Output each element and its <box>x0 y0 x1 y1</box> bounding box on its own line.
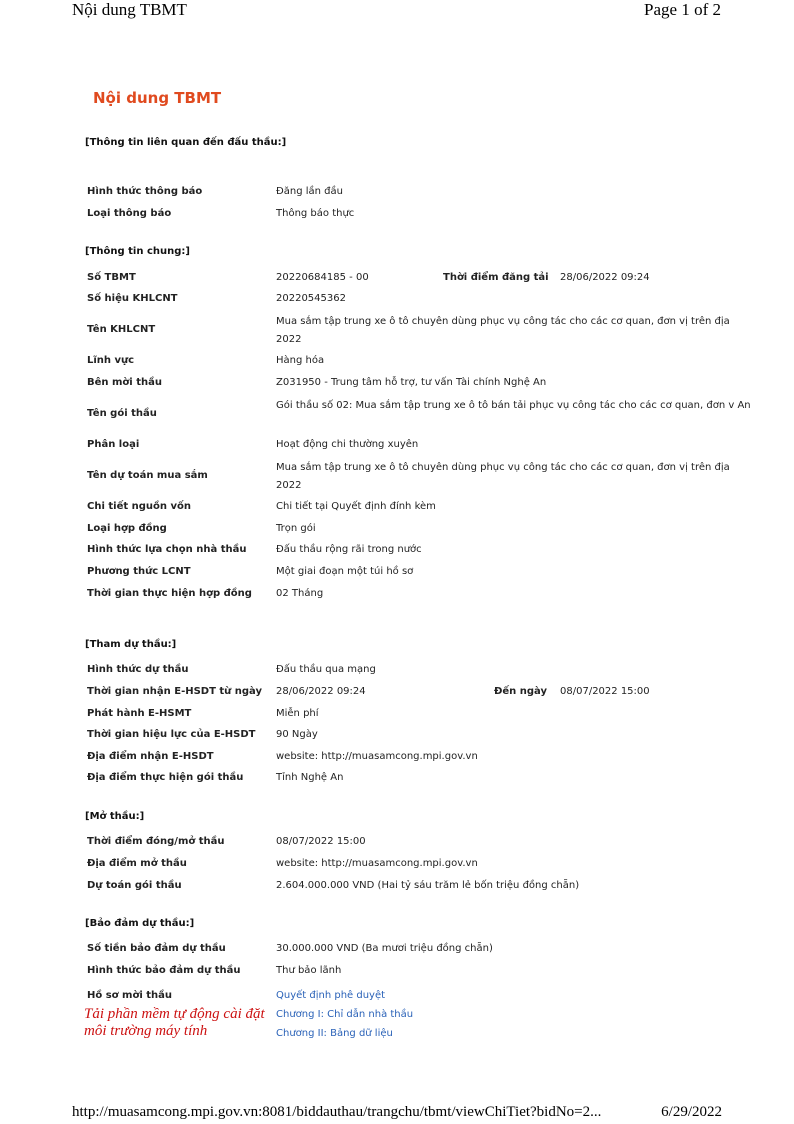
value-ben-moi-thau: Z031950 - Trung tâm hỗ trợ, tư vấn Tài chính Nghệ An <box>276 377 547 388</box>
value-hinh-thuc-lua-chon: Đấu thầu rộng rãi trong nước <box>276 544 422 555</box>
value-den-ngay: 08/07/2022 15:00 <box>560 686 650 697</box>
value-phuong-thuc-lcnt: Một giai đoạn một túi hồ sơ <box>276 566 414 577</box>
value-hinh-thuc-bao-dam: Thư bảo lãnh <box>276 965 342 976</box>
value-so-tien-bao-dam: 30.000.000 VND (Ba mươi triệu đồng chẵn) <box>276 943 493 954</box>
label-so-hieu-khlcnt: Số hiệu KHLCNT <box>87 293 178 304</box>
value-du-toan-goi-thau: 2.604.000.000 VND (Hai tỷ sáu trăm lẻ bốn triệu đồng chẵn) <box>276 880 580 891</box>
label-ten-du-toan: Tên dự toán mua sắm <box>87 470 208 481</box>
label-hieu-luc: Thời gian hiệu lực của E-HSDT <box>87 729 256 740</box>
label-linh-vuc: Lĩnh vực <box>87 355 135 366</box>
value-loai-hop-dong: Trọn gói <box>276 523 316 534</box>
value-nhan-ehsdt-tu: 28/06/2022 09:24 <box>276 686 366 697</box>
value-thoi-gian-thuc-hien: 02 Tháng <box>276 588 324 599</box>
section-title-bidding: [Tham dự thầu:] <box>85 639 177 650</box>
section-title-guarantee: [Bảo đảm dự thầu:] <box>85 918 195 929</box>
section-title-opening: [Mở thầu:] <box>85 811 145 822</box>
value-notice-form: Đăng lần đầu <box>276 186 343 197</box>
label-thoi-gian-thuc-hien: Thời gian thực hiện hợp đồng <box>87 588 252 599</box>
label-ten-goi-thau: Tên gói thầu <box>87 408 157 419</box>
value-hieu-luc: 90 Ngày <box>276 729 318 740</box>
label-so-tbmt: Số TBMT <box>87 272 136 283</box>
value-dia-diem-mo: website: http://muasamcong.mpi.gov.vn <box>276 858 478 869</box>
label-dia-diem-mo: Địa điểm mở thầu <box>87 858 187 869</box>
value-posting-time: 28/06/2022 09:24 <box>560 272 650 283</box>
label-loai-hop-dong: Loại hợp đồng <box>87 523 167 534</box>
label-phuong-thuc-lcnt: Phương thức LCNT <box>87 566 191 577</box>
section-title-related-info: [Thông tin liên quan đến đấu thầu:] <box>85 137 287 148</box>
label-ben-moi-thau: Bên mời thầu <box>87 377 162 388</box>
value-so-tbmt: 20220684185 - 00 <box>276 272 369 283</box>
label-phat-hanh: Phát hành E-HSMT <box>87 708 192 719</box>
value-hinh-thuc-du-thau: Đấu thầu qua mạng <box>276 664 376 675</box>
label-notice-form: Hình thức thông báo <box>87 186 203 197</box>
section-title-general-info: [Thông tin chung:] <box>85 246 190 257</box>
value-ten-khlcnt: Mua sắm tập trung xe ô tô chuyên dùng phục vụ công tác cho các cơ quan, đơn vị trên địa 2022 <box>276 316 730 345</box>
label-den-ngay: Đến ngày <box>494 686 547 697</box>
value-thoi-diem-dong-mo: 08/07/2022 15:00 <box>276 836 366 847</box>
page-title: Nội dung TBMT <box>93 89 222 107</box>
label-posting-time: Thời điểm đăng tải <box>443 272 549 283</box>
header-page-number: Page 1 of 2 <box>644 0 721 19</box>
label-hinh-thuc-lua-chon: Hình thức lựa chọn nhà thầu <box>87 544 247 555</box>
link-quyet-dinh-phe-duyet[interactable]: Quyết định phê duyệt <box>276 990 386 1001</box>
page-footer <box>72 1104 722 1124</box>
value-phan-loai: Hoạt động chi thường xuyên <box>276 439 419 450</box>
value-ten-du-toan: Mua sắm tập trung xe ô tô chuyên dùng phục vụ công tác cho các cơ quan, đơn vị trên địa 2022 <box>276 462 730 491</box>
label-ten-khlcnt: Tên KHLCNT <box>87 324 156 335</box>
link-chuong-1[interactable]: Chương I: Chỉ dẫn nhà thầu <box>276 1009 414 1020</box>
value-phat-hanh: Miễn phí <box>276 708 319 719</box>
promo-download-software[interactable]: Tải phần mềm tự động cài đặt môi trường máy tính <box>84 1006 265 1039</box>
value-notice-type: Thông báo thực <box>276 208 355 219</box>
header-title: Nội dung TBMT <box>72 0 187 19</box>
value-dia-diem-nhan: website: http://muasamcong.mpi.gov.vn <box>276 751 478 762</box>
label-so-tien-bao-dam: Số tiền bảo đảm dự thầu <box>87 943 226 954</box>
page-header <box>0 0 794 24</box>
label-chi-tiet-nguon-von: Chi tiết nguồn vốn <box>87 501 191 512</box>
label-hinh-thuc-du-thau: Hình thức dự thầu <box>87 664 189 675</box>
label-thoi-diem-dong-mo: Thời điểm đóng/mở thầu <box>87 836 225 847</box>
value-ten-goi-thau: Gói thầu số 02: Mua sắm tập trung xe ô tô bán tải phục vụ công tác cho các cơ quan, đơn v An <box>276 400 751 411</box>
label-phan-loai: Phân loại <box>87 439 140 450</box>
label-ho-so-moi-thau: Hồ sơ mời thầu <box>87 990 172 1001</box>
footer-url: http://muasamcong.mpi.gov.vn:8081/biddauthau/trangchu/tbmt/viewChiTiet?bidNo=2... <box>72 1104 602 1120</box>
label-notice-type: Loại thông báo <box>87 208 172 219</box>
label-hinh-thuc-bao-dam: Hình thức bảo đảm dự thầu <box>87 965 241 976</box>
label-nhan-ehsdt-tu: Thời gian nhận E-HSDT từ ngày <box>87 686 263 697</box>
value-dia-diem-thuc-hien: Tỉnh Nghệ An <box>276 772 344 783</box>
label-dia-diem-nhan: Địa điểm nhận E-HSDT <box>87 751 214 762</box>
footer-date: 6/29/2022 <box>661 1104 722 1120</box>
value-linh-vuc: Hàng hóa <box>276 355 325 366</box>
label-dia-diem-thuc-hien: Địa điểm thực hiện gói thầu <box>87 772 244 783</box>
label-du-toan-goi-thau: Dự toán gói thầu <box>87 880 182 891</box>
link-chuong-2[interactable]: Chương II: Bảng dữ liệu <box>276 1028 393 1039</box>
value-chi-tiet-nguon-von: Chi tiết tại Quyết định đính kèm <box>276 501 436 512</box>
value-so-hieu-khlcnt: 20220545362 <box>276 293 346 304</box>
